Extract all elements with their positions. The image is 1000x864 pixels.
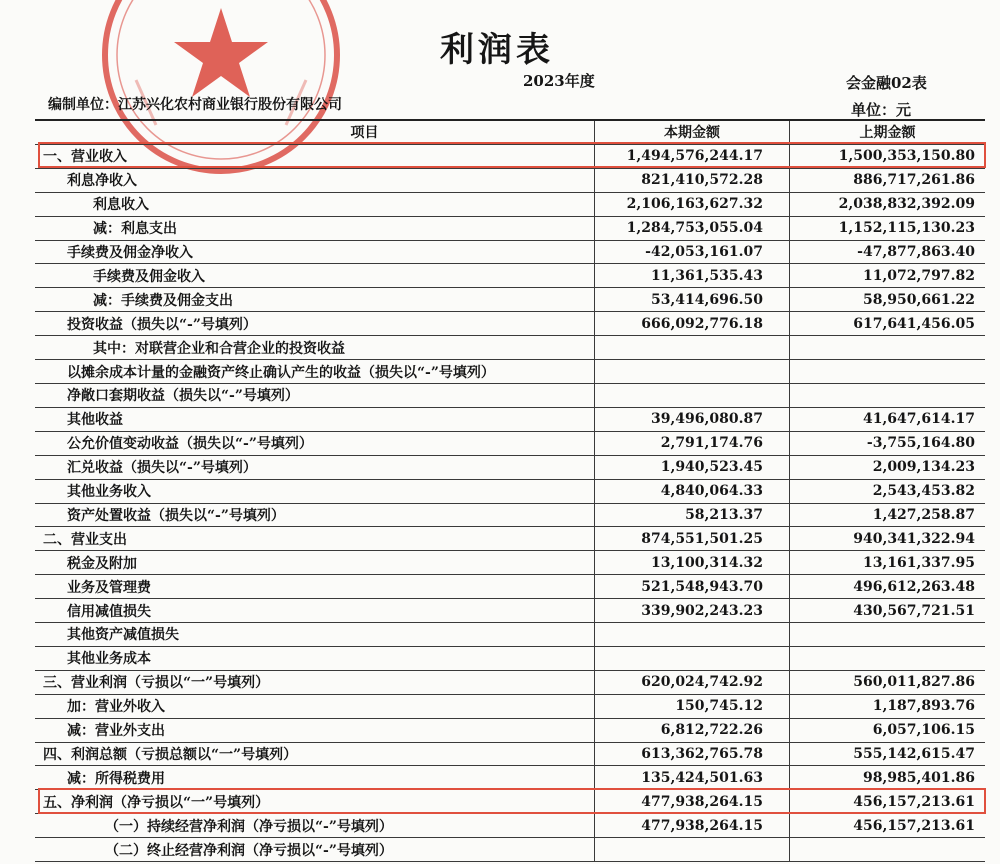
table-row — [35, 169, 985, 193]
row-item: 资产处置收益（损失以“-”号填列） — [35, 504, 595, 527]
row-current: 150,745.12 — [595, 695, 790, 718]
row-current: 620,024,742.92 — [595, 671, 790, 694]
table-row — [35, 264, 985, 288]
row-item: 汇兑收益（损失以“-”号填列） — [35, 456, 595, 479]
income-statement-table — [35, 119, 985, 862]
header-prior: 上期金额 — [859, 125, 916, 142]
row-current: -42,053,161.07 — [595, 241, 790, 264]
table-row — [35, 599, 985, 623]
row-prior: 1,187,893.76 — [872, 698, 975, 715]
row-prior — [790, 838, 985, 861]
row-item: 加：营业外收入 — [35, 695, 595, 718]
row-item: 其他资产减值损失 — [35, 623, 595, 646]
row-current: 2,791,174.76 — [595, 432, 790, 455]
row-item: 税金及附加 — [35, 551, 595, 574]
row-prior: 430,567,721.51 — [853, 602, 975, 619]
table-row — [35, 838, 985, 862]
report-period: 2023年度 — [523, 72, 595, 90]
row-current: 13,100,314.32 — [595, 551, 790, 574]
row-item: 净敞口套期收益（损失以“-”号填列） — [35, 384, 595, 407]
table-row — [35, 384, 985, 408]
row-current: 666,092,776.18 — [595, 312, 790, 335]
table-row — [35, 623, 985, 647]
row-current: 135,424,501.63 — [595, 766, 790, 789]
row-current: 613,362,765.78 — [595, 743, 790, 766]
row-prior: 555,142,615.47 — [853, 746, 975, 763]
row-current — [595, 647, 790, 670]
row-current: 339,902,243.23 — [595, 599, 790, 622]
row-current: 6,812,722.26 — [595, 719, 790, 742]
row-prior — [790, 623, 985, 646]
table-row — [35, 743, 985, 767]
row-prior: 940,341,322.94 — [853, 530, 975, 547]
table-row — [35, 766, 985, 790]
row-prior: 496,612,263.48 — [853, 578, 975, 595]
row-current: 1,494,576,244.17 — [595, 145, 790, 168]
row-item: 手续费及佣金收入 — [35, 264, 595, 287]
table-row — [35, 527, 985, 551]
row-item: （二）终止经营净利润（净亏损以“-”号填列） — [35, 838, 595, 861]
header-item: 项目 — [35, 121, 595, 144]
table-row — [35, 551, 985, 575]
row-item: 业务及管理费 — [35, 575, 595, 598]
table-row — [35, 360, 985, 384]
row-prior: 2,009,134.23 — [872, 459, 975, 476]
table-row — [35, 288, 985, 312]
table-row — [35, 480, 985, 504]
row-item: 减：所得税费用 — [35, 766, 595, 789]
row-prior — [790, 384, 985, 407]
table-row — [35, 671, 985, 695]
row-current: 874,551,501.25 — [595, 527, 790, 550]
row-prior — [790, 647, 985, 670]
row-current — [595, 360, 790, 383]
header-current: 本期金额 — [595, 121, 790, 144]
row-item: 利息净收入 — [35, 169, 595, 192]
row-prior: 456,157,213.61 — [853, 817, 975, 834]
row-prior: 456,157,213.61 — [853, 793, 975, 810]
row-current — [595, 623, 790, 646]
highlight-net-profit-row — [38, 788, 986, 814]
row-prior: 2,038,832,392.09 — [838, 196, 975, 213]
row-prior: 41,647,614.17 — [862, 411, 975, 428]
row-item: 减：手续费及佣金支出 — [35, 288, 595, 311]
row-current — [595, 384, 790, 407]
row-prior: -3,755,164.80 — [866, 435, 975, 452]
row-prior: -47,877,863.40 — [857, 243, 975, 260]
row-prior: 2,543,453.82 — [872, 483, 975, 500]
table-row — [35, 336, 985, 360]
row-current: 477,938,264.15 — [595, 814, 790, 837]
row-item: 其他业务成本 — [35, 647, 595, 670]
page-title: 利润表 — [440, 30, 554, 70]
row-item: 公允价值变动收益（损失以“-”号填列） — [35, 432, 595, 455]
row-prior: 58,950,661.22 — [862, 291, 975, 308]
row-item: 手续费及佣金净收入 — [35, 241, 595, 264]
table-row — [35, 241, 985, 265]
row-item: 四、利润总额（亏损总额以“一”号填列） — [35, 743, 595, 766]
row-current: 521,548,943.70 — [595, 575, 790, 598]
row-item: 其他业务收入 — [35, 480, 595, 503]
row-prior: 6,057,106.15 — [872, 722, 975, 739]
row-current: 821,410,572.28 — [595, 169, 790, 192]
row-item: 投资收益（损失以“-”号填列） — [35, 312, 595, 335]
row-current: 39,496,080.87 — [595, 408, 790, 431]
row-current: 53,414,696.50 — [595, 288, 790, 311]
row-item: 一、营业收入 — [35, 145, 595, 168]
row-prior: 98,985,401.86 — [862, 769, 975, 786]
row-item: 二、营业支出 — [35, 527, 595, 550]
table-row — [35, 193, 985, 217]
form-code: 会金融02表 — [846, 74, 927, 92]
table-row — [35, 456, 985, 480]
row-prior: 560,011,827.86 — [853, 674, 975, 691]
row-prior: 11,072,797.82 — [862, 267, 975, 284]
table-row — [35, 695, 985, 719]
row-current — [595, 336, 790, 359]
row-item: （一）持续经营净利润（净亏损以“-”号填列） — [35, 814, 595, 837]
row-item: 以摊余成本计量的金融资产终止确认产生的收益（损失以“-”号填列） — [35, 360, 595, 383]
preparer-label: 编制单位：江苏兴化农村商业银行股份有限公司 — [48, 97, 342, 113]
row-prior — [790, 336, 985, 359]
table-row — [35, 719, 985, 743]
table-row — [35, 575, 985, 599]
row-current: 4,840,064.33 — [595, 480, 790, 503]
row-item: 减：营业外支出 — [35, 719, 595, 742]
table-row — [35, 814, 985, 838]
row-item: 其他收益 — [35, 408, 595, 431]
table-row — [35, 312, 985, 336]
table-row — [35, 408, 985, 432]
table-row — [35, 217, 985, 241]
row-current: 477,938,264.15 — [595, 790, 790, 813]
row-item: 三、营业利润（亏损以“一”号填列） — [35, 671, 595, 694]
row-prior: 1,152,115,130.23 — [838, 220, 975, 237]
row-item: 其中：对联营企业和合营企业的投资收益 — [35, 336, 595, 359]
row-current: 2,106,163,627.32 — [595, 193, 790, 216]
row-current: 11,361,535.43 — [595, 264, 790, 287]
table-row — [35, 504, 985, 528]
row-item: 减：利息支出 — [35, 217, 595, 240]
row-current — [595, 838, 790, 861]
row-item: 信用减值损失 — [35, 599, 595, 622]
row-prior: 617,641,456.05 — [853, 315, 975, 332]
table-row — [35, 647, 985, 671]
row-current: 58,213.37 — [595, 504, 790, 527]
row-prior: 1,500,353,150.80 — [838, 148, 975, 165]
row-current: 1,940,523.45 — [595, 456, 790, 479]
row-current: 1,284,753,055.04 — [595, 217, 790, 240]
row-prior: 1,427,258.87 — [872, 506, 975, 523]
row-prior — [790, 360, 985, 383]
row-item: 利息收入 — [35, 193, 595, 216]
row-prior: 13,161,337.95 — [862, 554, 975, 571]
currency-unit: 单位：元 — [851, 101, 912, 119]
table-row — [35, 432, 985, 456]
highlight-operating-revenue-row — [38, 142, 986, 168]
row-prior: 886,717,261.86 — [853, 172, 975, 189]
row-item: 五、净利润（净亏损以“一”号填列） — [35, 790, 595, 813]
